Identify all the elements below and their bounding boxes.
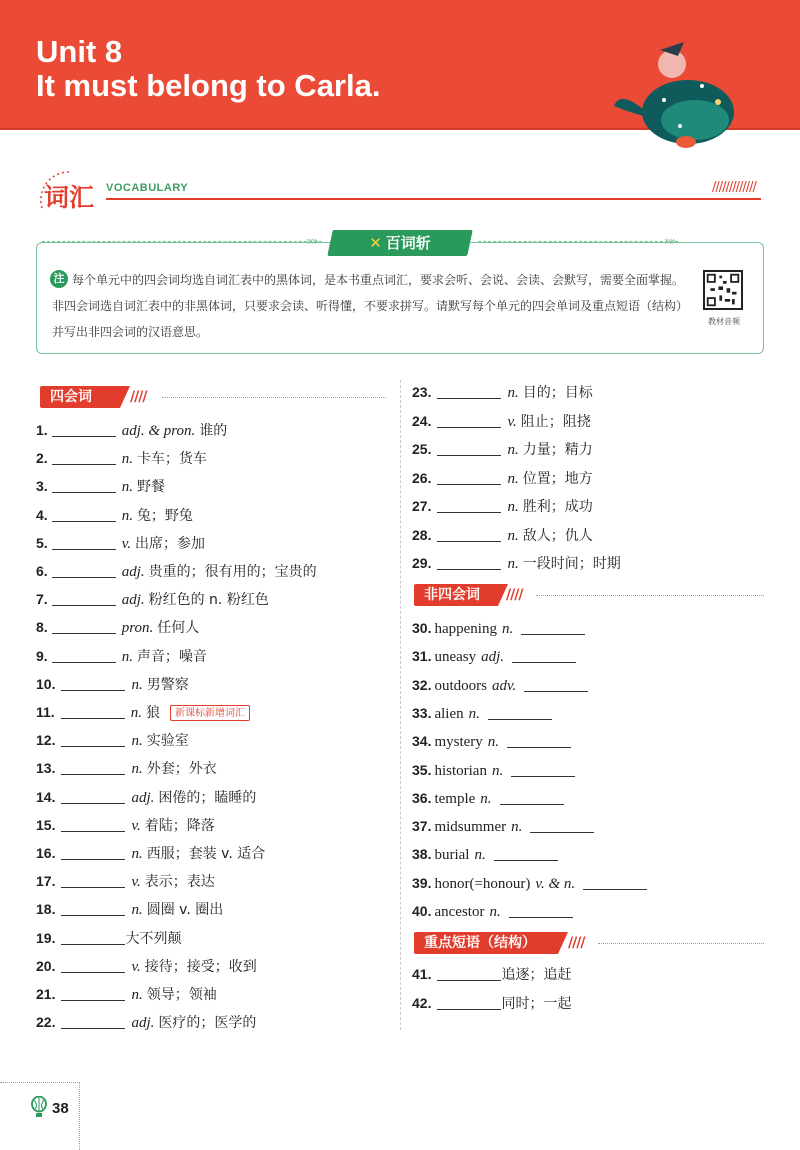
vocab-item [36, 617, 199, 637]
answer-blank[interactable] [488, 706, 552, 720]
part-of-speech: n. [480, 790, 492, 807]
part-of-speech: pron. [121, 620, 154, 637]
banner-dashes-right [478, 241, 678, 242]
answer-blank[interactable] [509, 904, 573, 918]
item-meaning: 胜利；成功 [522, 499, 593, 515]
item-number: 27. [412, 498, 432, 514]
answer-blank[interactable] [61, 874, 125, 888]
answer-blank[interactable] [61, 761, 125, 775]
page-number: 38 [52, 1100, 69, 1117]
item-number: 1. [36, 422, 48, 438]
part-of-speech: n. [131, 846, 143, 862]
vocab-item [36, 787, 256, 807]
item-number: 12. [36, 732, 56, 749]
vocab-item [36, 420, 227, 440]
part-of-speech: v. [131, 817, 141, 834]
answer-blank[interactable] [437, 414, 501, 428]
part-of-speech: adj. & pron. [121, 423, 196, 439]
item-number: 31. [412, 648, 432, 665]
item-meaning: 兔；野兔 [136, 507, 193, 524]
phrases-tag: 重点短语（结构） [414, 932, 558, 954]
item-meaning: 男警察 [146, 676, 189, 693]
answer-blank[interactable] [61, 677, 125, 691]
vocab-item [36, 674, 189, 694]
english-word: burial [434, 847, 470, 864]
part-of-speech: v. [131, 874, 141, 891]
answer-blank[interactable] [52, 620, 116, 634]
balloon-icon [30, 1096, 48, 1118]
item-meaning: 实验室 [146, 733, 189, 750]
vocabulary-title-cn: 词汇 [44, 183, 95, 212]
part-of-speech: v. & n. [535, 875, 576, 892]
answer-blank[interactable] [61, 1015, 125, 1029]
item-number: 35. [412, 761, 432, 778]
non-four-skill-dots [536, 595, 764, 596]
part-of-speech: v. [507, 413, 517, 430]
item-number: 7. [36, 591, 48, 608]
item-meaning: 一段时间；时期 [522, 556, 621, 572]
item-meaning: 贵重的；很有用的；宝贵的 [148, 564, 317, 580]
item-number: 11. [36, 704, 55, 720]
english-word: alien [434, 705, 464, 722]
part-of-speech: n. [507, 385, 519, 401]
item-meaning: 接待；接受；收到 [144, 958, 257, 975]
item-meaning: 困倦的；瞌睡的 [158, 789, 257, 806]
vocab-item [36, 561, 317, 581]
item-meaning: 表示；表达 [144, 874, 215, 891]
unit-title: It must belong to Carla. [36, 68, 381, 103]
vocab-item [412, 468, 593, 488]
item-meaning: 位置；地方 [522, 470, 593, 487]
vocab-item [36, 815, 215, 835]
item-number: 14. [36, 788, 56, 805]
vocab-item [412, 731, 571, 751]
item-number: 15. [36, 816, 56, 833]
item-number: 6. [36, 563, 48, 579]
answer-blank[interactable] [437, 442, 501, 456]
answer-blank[interactable] [52, 592, 116, 606]
part-of-speech: n. [131, 676, 143, 693]
answer-blank[interactable] [507, 734, 571, 748]
part-of-speech: n. [131, 761, 143, 778]
answer-blank[interactable] [521, 621, 585, 635]
answer-blank[interactable] [61, 931, 125, 945]
non-four-skill-tag: 非四会词 [414, 584, 498, 606]
vocab-item [412, 646, 576, 666]
part-of-speech: n. [468, 705, 480, 722]
english-word: outdoors [434, 677, 487, 694]
vocab-item [412, 496, 593, 516]
column-divider [400, 380, 401, 1030]
item-meaning: 西服；套装 v. 适合 [146, 846, 266, 862]
phrases-bars: //// [568, 935, 585, 951]
part-of-speech: n. [121, 451, 133, 468]
vocab-item [36, 730, 189, 750]
answer-blank[interactable] [524, 678, 588, 692]
item-number: 40. [412, 903, 432, 919]
answer-blank[interactable] [437, 967, 501, 981]
note-text: 每个单元中的四会词均选自词汇表中的黑体词，是本书重点词汇，要求会听、会说、会读、会默写，需要全面掌握。非四会词选自词汇表中的非黑体词，只要求会读、听得懂，不要求拼写。请默写每个单元的四会单词及重点短语（结构）并写出非四会词的汉语意思。 [52, 273, 689, 339]
vocab-item [412, 703, 552, 723]
answer-blank[interactable] [61, 818, 125, 832]
part-of-speech: n. [121, 648, 133, 665]
item-number: 17. [36, 873, 56, 890]
item-meaning: 圆圈 v. 圈出 [146, 902, 224, 919]
english-word: uneasy [434, 649, 477, 666]
answer-blank[interactable] [52, 536, 116, 550]
part-of-speech: n. [487, 734, 500, 751]
banner-label: 百词斩 [385, 234, 431, 252]
answer-blank[interactable] [530, 819, 594, 833]
vocab-item [36, 1012, 256, 1032]
part-of-speech: adj. [121, 564, 145, 580]
vocab-item [36, 589, 269, 609]
vocab-item [36, 646, 207, 666]
vocab-item [412, 844, 558, 864]
vocab-item [412, 788, 564, 808]
non-four-skill-bars: //// [506, 587, 523, 603]
item-number: 16. [36, 845, 56, 861]
vocab-item [412, 525, 593, 545]
english-word: happening [434, 621, 497, 637]
answer-blank[interactable] [61, 959, 125, 973]
answer-blank[interactable] [52, 451, 116, 465]
vocab-item [36, 533, 205, 553]
vocab-item [412, 760, 575, 780]
item-number: 3. [36, 478, 48, 495]
vocab-item [36, 843, 265, 863]
vocab-item [412, 816, 594, 836]
part-of-speech: n. [507, 556, 519, 572]
answer-blank[interactable] [61, 846, 125, 860]
item-number: 41. [412, 966, 432, 982]
vocab-item [412, 873, 647, 893]
item-number: 30. [412, 620, 432, 636]
answer-blank[interactable] [61, 705, 125, 719]
vocabulary-rule [106, 198, 761, 200]
item-number: 36. [412, 789, 432, 806]
item-number: 8. [36, 619, 48, 636]
item-number: 26. [412, 469, 432, 486]
item-number: 21. [36, 986, 56, 1002]
part-of-speech: adj. [481, 649, 505, 666]
qr-code-icon[interactable] [703, 270, 743, 310]
item-meaning: 追逐；追赶 [501, 967, 572, 983]
item-number: 29. [412, 555, 432, 571]
item-meaning: 着陆；降落 [144, 817, 215, 834]
item-number: 22. [36, 1014, 56, 1031]
item-meaning: 狼 [145, 705, 160, 721]
item-meaning: 医疗的；医学的 [158, 1015, 257, 1032]
part-of-speech: n. [491, 762, 504, 779]
item-meaning: 声音；噪音 [136, 648, 207, 665]
answer-blank[interactable] [511, 763, 575, 777]
item-meaning: 敌人；仇人 [522, 527, 593, 544]
qr-label: 教材音频 [708, 317, 740, 326]
item-meaning: 大不列颠 [125, 930, 182, 947]
vocab-item [36, 899, 223, 919]
item-number: 34. [412, 733, 432, 750]
answer-blank[interactable] [583, 876, 647, 890]
answer-blank[interactable] [500, 791, 564, 805]
item-number: 39. [412, 874, 432, 891]
sword-icon: ✕ [369, 234, 382, 252]
item-meaning: 野餐 [136, 479, 165, 496]
answer-blank[interactable] [512, 649, 576, 663]
answer-blank[interactable] [437, 471, 501, 485]
answer-blank[interactable] [61, 790, 125, 804]
item-number: 9. [36, 647, 48, 664]
vocab-item [36, 505, 193, 525]
item-number: 25. [412, 441, 432, 457]
english-word: midsummer [434, 819, 507, 836]
vocabulary-heading [34, 168, 764, 218]
item-meaning: 同时；一起 [501, 995, 572, 1012]
phrase-item [412, 964, 571, 984]
vocabulary-title-en: VOCABULARY [106, 182, 189, 194]
item-number: 10. [36, 675, 56, 692]
part-of-speech: n. [130, 705, 142, 721]
part-of-speech: adj. [131, 1015, 155, 1032]
vocab-item [412, 439, 593, 459]
vocab-item [412, 382, 593, 402]
part-of-speech: n. [131, 902, 143, 919]
part-of-speech: adv. [491, 677, 517, 694]
answer-blank[interactable] [61, 733, 125, 747]
note-badge: 注 [50, 270, 68, 288]
part-of-speech: adj. [131, 789, 155, 806]
part-of-speech: n. [121, 479, 133, 496]
item-meaning: 领导；领袖 [146, 987, 217, 1003]
answer-blank[interactable] [52, 508, 116, 522]
vocab-item [36, 984, 217, 1004]
part-of-speech: n. [507, 470, 519, 487]
item-number: 38. [412, 846, 432, 863]
item-meaning: 谁的 [199, 423, 228, 439]
part-of-speech: v. [131, 958, 141, 975]
answer-blank[interactable] [437, 528, 501, 542]
part-of-speech: n. [474, 847, 486, 864]
english-word: honor(=honour) [434, 875, 531, 892]
answer-blank[interactable] [437, 556, 501, 570]
part-of-speech: n. [131, 987, 143, 1003]
whale-illustration [600, 20, 750, 160]
item-number: 5. [36, 534, 48, 551]
vocabulary-hatch: ///////////// [712, 180, 756, 195]
item-number: 2. [36, 450, 48, 467]
phrases-dots [598, 943, 764, 944]
answer-blank[interactable] [437, 499, 501, 513]
part-of-speech: n. [121, 507, 133, 524]
answer-blank[interactable] [437, 996, 501, 1010]
answer-blank[interactable] [52, 479, 116, 493]
part-of-speech: n. [501, 621, 514, 637]
item-number: 32. [412, 676, 432, 693]
vocab-item [36, 702, 250, 722]
part-of-speech: n. [507, 499, 519, 515]
part-of-speech: n. [131, 733, 143, 750]
english-word: temple [434, 790, 476, 807]
vocab-item [36, 476, 165, 496]
vocab-item [412, 901, 573, 921]
part-of-speech: adj. [121, 592, 145, 609]
item-meaning: 出席；参加 [134, 535, 205, 552]
four-skill-bars: //// [130, 389, 147, 405]
banner-arrows-left: »» [306, 234, 317, 248]
unit-number: Unit 8 [36, 34, 123, 69]
part-of-speech: v. [121, 535, 131, 552]
item-meaning: 卡车；货车 [136, 451, 207, 468]
vocab-item [412, 618, 585, 638]
vocab-item [412, 411, 591, 431]
answer-blank[interactable] [494, 847, 558, 861]
item-number: 33. [412, 704, 432, 721]
part-of-speech: n. [507, 442, 519, 458]
vocab-item [36, 758, 217, 778]
vocab-item [412, 675, 588, 695]
english-word: ancestor [434, 904, 485, 920]
new-curriculum-badge: 新课标新增词汇 [170, 705, 250, 721]
item-number: 42. [412, 994, 432, 1011]
answer-blank[interactable] [52, 649, 116, 663]
part-of-speech: n. [511, 819, 523, 836]
item-number: 18. [36, 901, 56, 918]
part-of-speech: n. [507, 527, 519, 544]
vocab-item [412, 553, 621, 573]
answer-blank[interactable] [61, 987, 125, 1001]
item-number: 37. [412, 818, 432, 835]
item-number: 13. [36, 760, 56, 777]
four-skill-tag: 四会词 [40, 386, 120, 408]
item-number: 20. [36, 957, 56, 974]
item-number: 24. [412, 412, 432, 429]
item-number: 4. [36, 506, 48, 523]
item-number: 19. [36, 929, 56, 946]
english-word: historian [434, 762, 487, 779]
vocab-item [36, 448, 207, 468]
vocab-item [36, 871, 215, 891]
part-of-speech: n. [489, 904, 501, 920]
item-number: 28. [412, 526, 432, 543]
banner-dashes-left [42, 241, 322, 242]
item-meaning: 阻止；阻挠 [520, 413, 591, 430]
answer-blank[interactable] [437, 385, 501, 399]
banner-arrows-right: »» [664, 234, 675, 248]
vocab-item [36, 928, 181, 948]
answer-blank[interactable] [52, 423, 116, 437]
item-meaning: 任何人 [157, 620, 200, 637]
phrase-item [412, 993, 571, 1013]
item-meaning: 目的；目标 [522, 385, 593, 401]
item-meaning: 力量；精力 [522, 442, 593, 458]
item-number: 23. [412, 384, 432, 400]
answer-blank[interactable] [52, 564, 116, 578]
answer-blank[interactable] [61, 902, 125, 916]
four-skill-dots [162, 397, 386, 398]
item-meaning: 外套；外衣 [146, 761, 217, 778]
banner-title [330, 231, 470, 255]
english-word: mystery [434, 734, 483, 751]
item-meaning: 粉红色的 n. 粉红色 [148, 592, 269, 609]
vocab-item [36, 956, 257, 976]
